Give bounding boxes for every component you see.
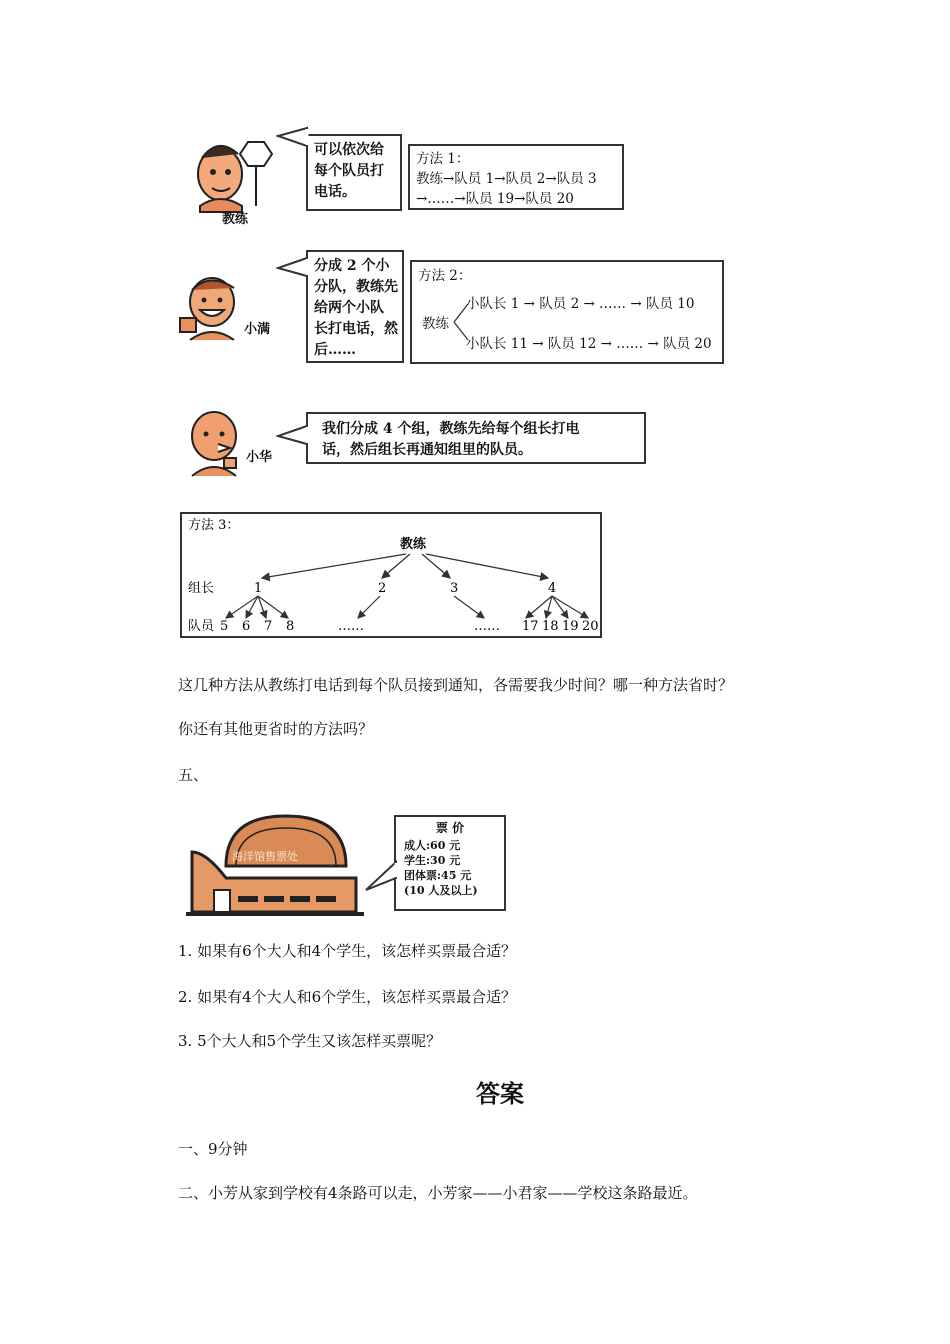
tree-ellipsis: …… xyxy=(474,619,500,634)
xiaoman-speech-line: 分队，教练先 xyxy=(314,279,398,295)
xiaoman-speech-line: 分成 2 个小 xyxy=(314,258,390,274)
tree-member: 19 xyxy=(562,619,579,634)
tree-edge xyxy=(246,596,258,618)
question-1: 这几种方法从教练打电话到每个队员接到通知，各需要我少时间？哪一种方法省时？ xyxy=(178,676,734,694)
xiaoman-illustration xyxy=(176,270,246,346)
price-line: (10 人及以上) xyxy=(404,884,478,897)
method1-box xyxy=(408,144,624,210)
answer-2: 二、小芳从家到学校有4条路可以走，小芳家——小君家——学校这条路最近。 xyxy=(178,1184,698,1202)
xiaohua-speech-line: 话，然后组长再通知组里的队员。 xyxy=(322,442,532,458)
tree-edge xyxy=(262,554,406,578)
tree-edge xyxy=(552,596,568,618)
coach-bubble-tail xyxy=(276,122,310,152)
tree-leader: 2 xyxy=(378,581,387,596)
price-speech-bubble xyxy=(394,815,506,911)
answers-title: 答案 xyxy=(476,1079,524,1108)
method3-tree xyxy=(182,514,600,636)
method3-root: 教练 xyxy=(400,537,427,552)
coach-speech-line: 电话。 xyxy=(314,184,356,200)
tree-member: 7 xyxy=(264,619,273,634)
section5-label: 五、 xyxy=(178,766,209,784)
answer-1: 一、9分钟 xyxy=(178,1140,248,1158)
tree-member: 8 xyxy=(286,619,295,634)
price-line: 团体票:45 元 xyxy=(404,869,472,882)
xiaohua-speech-line: 我们分成 4 个组，教练先给每个组长打电 xyxy=(322,421,580,437)
price-title: 票 价 xyxy=(435,821,465,835)
method3-group-label: 组长 xyxy=(188,581,215,596)
xiaohua-illustration xyxy=(184,406,250,480)
aquarium-building-illustration xyxy=(186,808,366,920)
method2-box xyxy=(410,260,724,364)
coach-speech-line: 可以依次给 xyxy=(314,142,384,158)
section5-item-2: 2. 如果有4个大人和6个学生，该怎样买票最合适？ xyxy=(178,988,517,1006)
method2-root: 教练 xyxy=(422,316,449,332)
xiaoman-speech-bubble xyxy=(306,250,404,363)
xiaoman-speech-line: 长打电话，然 xyxy=(314,321,398,337)
method3-box xyxy=(180,512,602,638)
tree-edge xyxy=(454,596,484,618)
tree-member: 20 xyxy=(582,619,599,634)
xiaohua-bubble-tail xyxy=(276,422,310,452)
section5-item-1: 1. 如果有6个大人和4个学生，该怎样买票最合适？ xyxy=(178,942,517,960)
coach-speech-bubble xyxy=(306,134,402,211)
question-2: 你还有其他更省时的方法吗？ xyxy=(178,720,374,738)
tree-leader: 4 xyxy=(548,581,557,596)
tree-leader: 1 xyxy=(254,581,263,596)
xiaoman-bubble-tail xyxy=(276,252,310,282)
method1-line1: 教练→队员 1→队员 2→队员 3 xyxy=(416,171,597,187)
xiaoman-speech-line: 给两个小队 xyxy=(314,300,384,316)
method2-row1: 小队长 1 → 队员 2 → …… → 队员 10 xyxy=(466,296,695,312)
method3-title: 方法 3： xyxy=(188,518,240,533)
section5-item-3: 3. 5个大人和5个学生又该怎样买票呢？ xyxy=(178,1032,442,1050)
method1-title: 方法 1： xyxy=(416,151,470,167)
coach-name: 教练 xyxy=(222,212,249,227)
coach-speech-line: 每个队员打 xyxy=(314,163,384,179)
tree-edge xyxy=(526,596,552,618)
tree-member: 6 xyxy=(242,619,251,634)
xiaohua-name: 小华 xyxy=(246,450,273,465)
method2-row2: 小队长 11 → 队员 12 → …… → 队员 20 xyxy=(466,336,712,352)
tree-member: 17 xyxy=(522,619,539,634)
xiaohua-speech-bubble xyxy=(306,412,646,464)
method2-title: 方法 2： xyxy=(418,268,472,284)
xiaoman-speech-line: 后…… xyxy=(314,342,356,358)
tree-edge xyxy=(426,554,548,578)
method1-line2: →……→队员 19→队员 20 xyxy=(416,191,574,207)
tree-ellipsis: …… xyxy=(338,619,364,634)
tree-edge xyxy=(358,596,380,618)
building-sign: 海洋馆售票处 xyxy=(232,850,298,863)
tree-leader: 3 xyxy=(450,581,459,596)
tree-edge xyxy=(226,596,258,618)
xiaoman-name: 小满 xyxy=(244,322,271,337)
method3-member-label: 队员 xyxy=(188,619,215,634)
tree-edge xyxy=(552,596,588,618)
price-line: 学生:30 元 xyxy=(404,854,461,867)
price-line: 成人:60 元 xyxy=(404,839,461,852)
tree-member: 18 xyxy=(542,619,559,634)
price-bubble-tail xyxy=(364,860,398,896)
tree-member: 5 xyxy=(220,619,229,634)
